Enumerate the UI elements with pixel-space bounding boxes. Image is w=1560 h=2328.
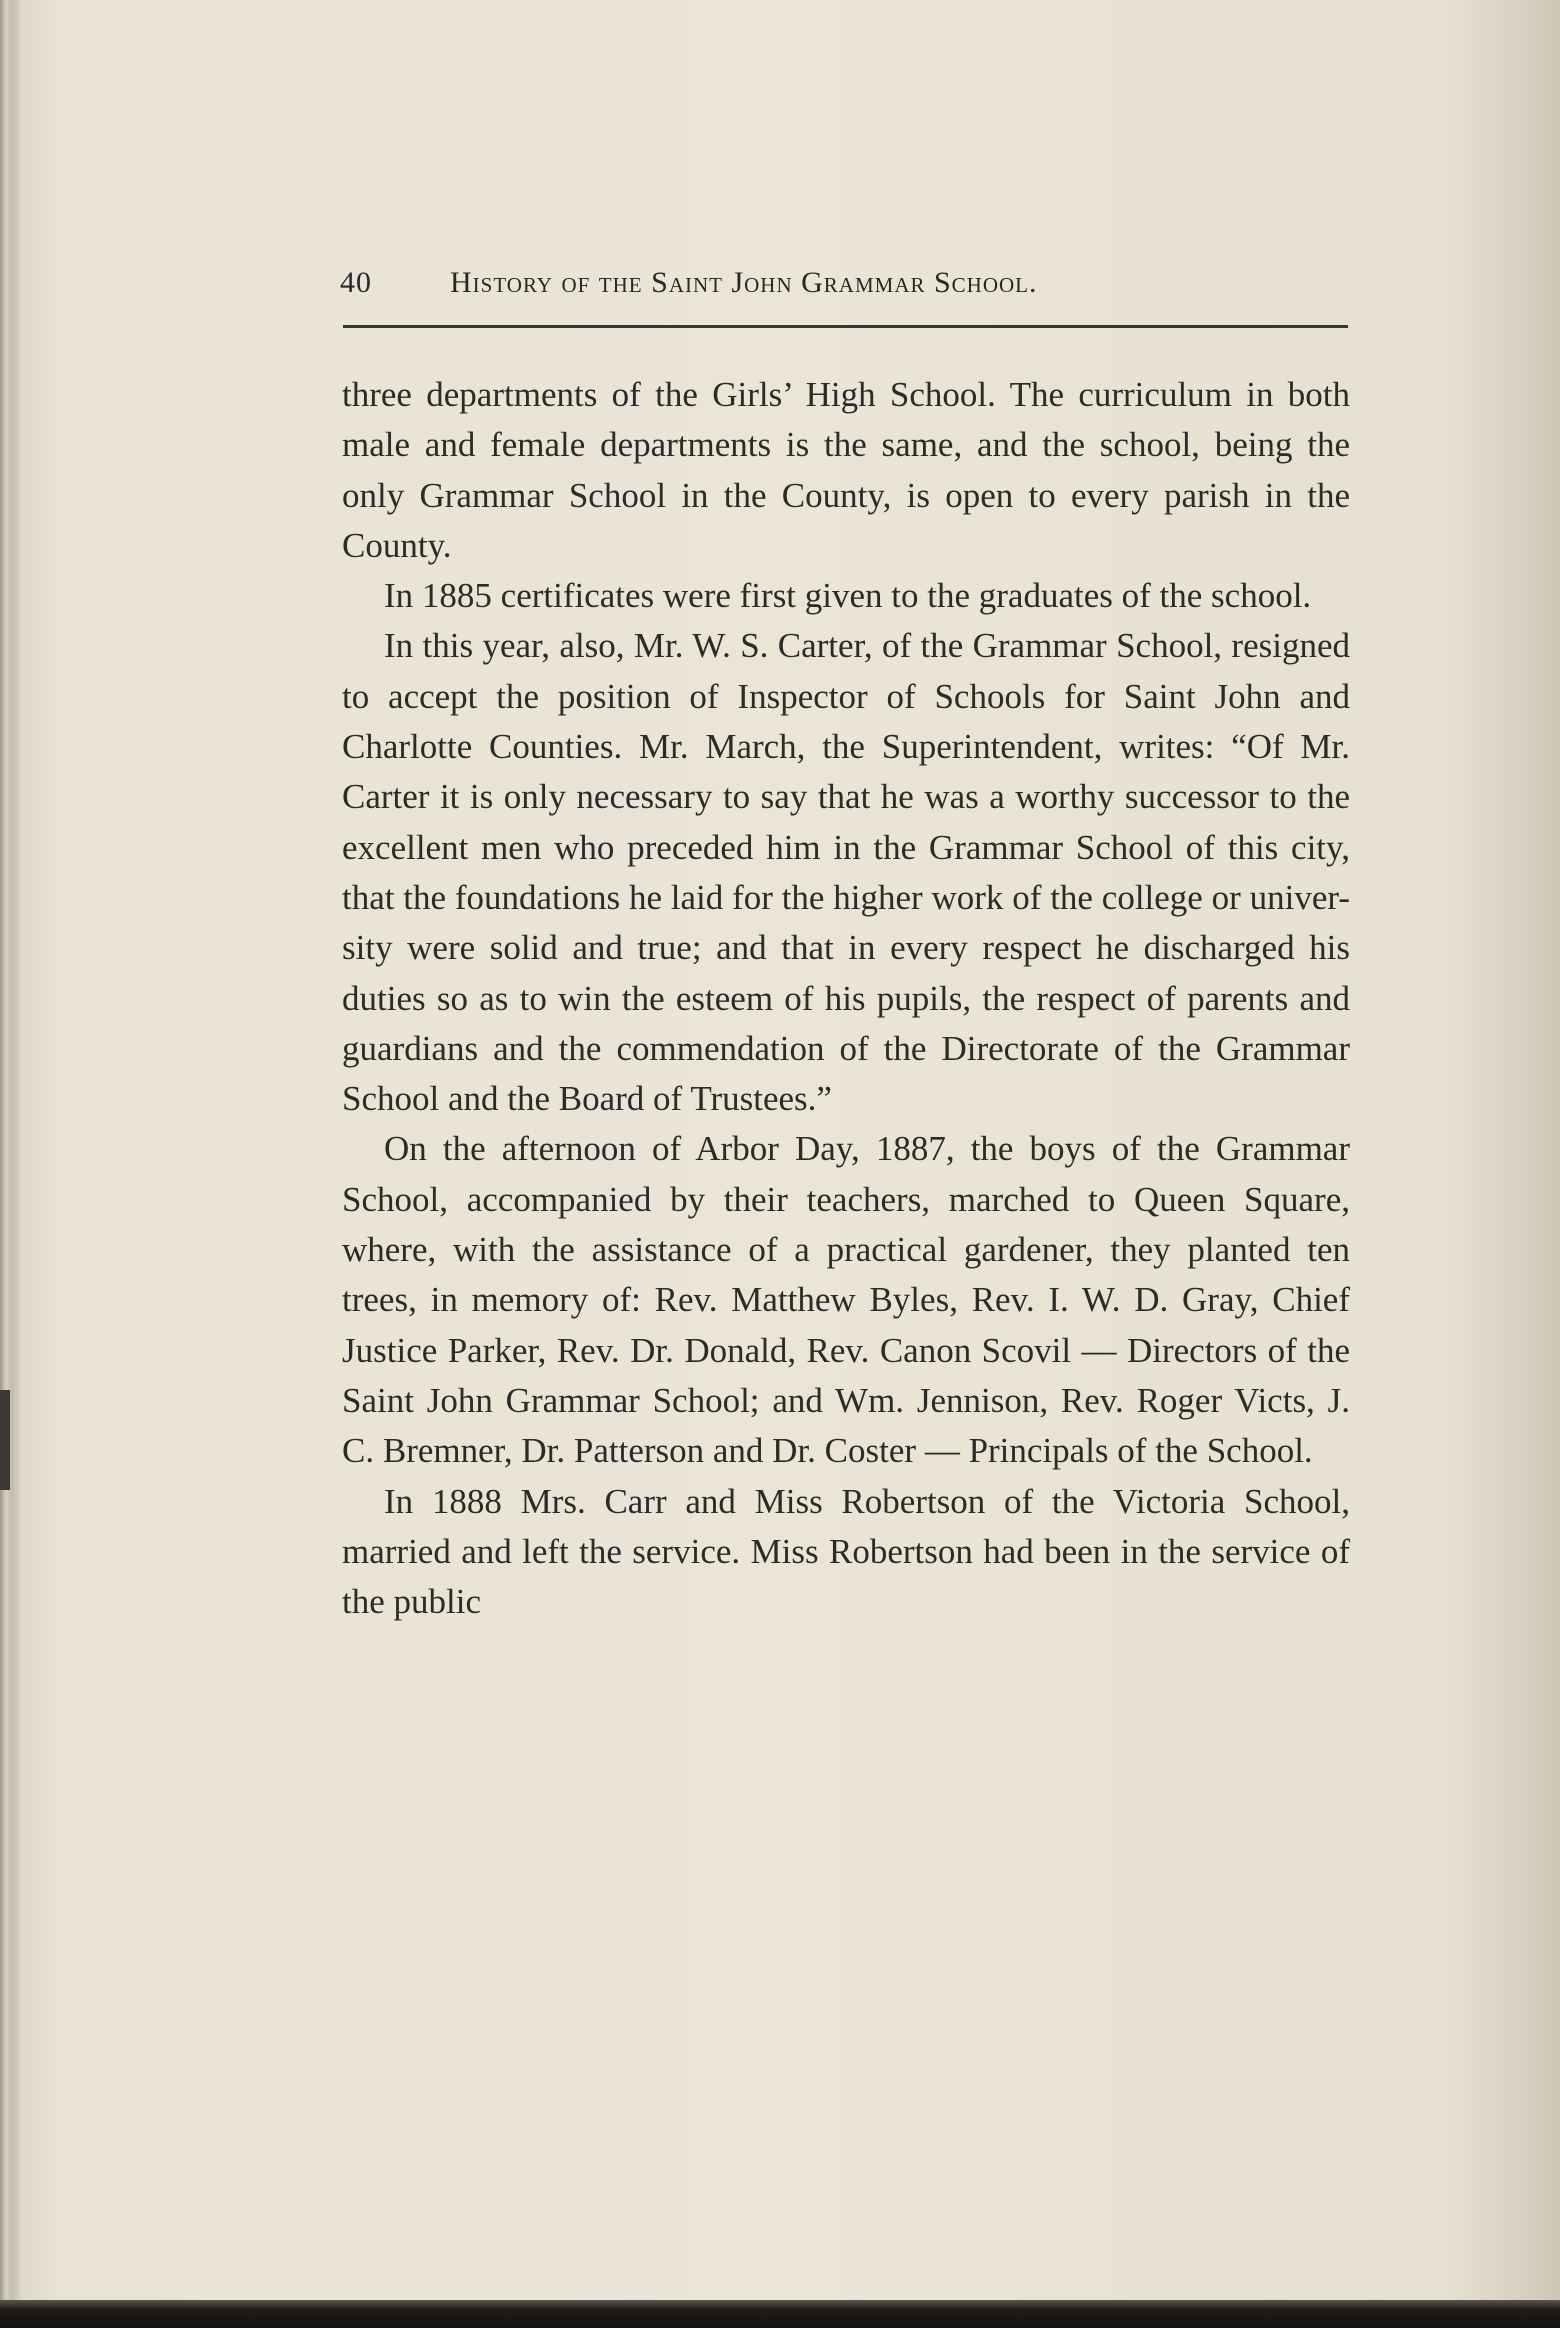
- paragraph-1: three departments of the Girls’ High School. The curriculum in both male and female departments is the same, and the school, being the only Grammar School in the County, is open to every parish in the County.: [342, 375, 1350, 565]
- page-number: 40: [340, 266, 372, 299]
- paragraph-4: On the afternoon of Arbor Day, 1887, the boys of the Grammar School, accompanied by their teachers, marched to Queen Square, where, with the assistance of a practical gardener, they planted ten trees, in memory of: Rev. Matthew Byles, Rev. I. W. D. Gray, Chief Justice Parker, Rev. Dr. Donald, Rev. Canon Scovil — Directors of the Saint John Grammar School; and Wm. Jennison, Rev. Roger Victs, J. C. Bremner, Dr. Patterson and Dr. Coster — Principals of the School.: [342, 1129, 1350, 1471]
- page-header: [340, 262, 1350, 322]
- paragraph-3: In this year, also, Mr. W. S. Carter, of the Grammar School, resigned to accept the position of Inspector of Schools for Saint John and Charlotte Counties. Mr. March, the Superintendent, writes: “Of Mr. Carter it is only necessary to say that he was a worthy successor to the excellent men who preceded him in the Grammar School of this city, that the foundations he laid for the higher work of the college or univer-sity were solid and true; and that in every respect he discharged his duties so as to win the esteem of his pupils, the respect of parents and guardians and the commendation of the Directorate of the Grammar School and the Board of Trustees.”: [342, 626, 1350, 1119]
- header-rule: [343, 325, 1348, 328]
- paragraph-5: In 1888 Mrs. Carr and Miss Robertson of the Victoria School, married and left the service. Miss Robertson had been in the service of the public: [342, 1481, 1350, 1622]
- page-bottom-edge: [0, 2300, 1560, 2328]
- body-text: [342, 370, 1350, 1627]
- page-binding: [0, 0, 34, 2328]
- running-title: History of the Saint John Grammar School.: [450, 266, 1038, 299]
- binding-mark: [0, 1390, 10, 1490]
- paragraph-2: In 1885 certificates were first given to the graduates of the school.: [384, 576, 1312, 616]
